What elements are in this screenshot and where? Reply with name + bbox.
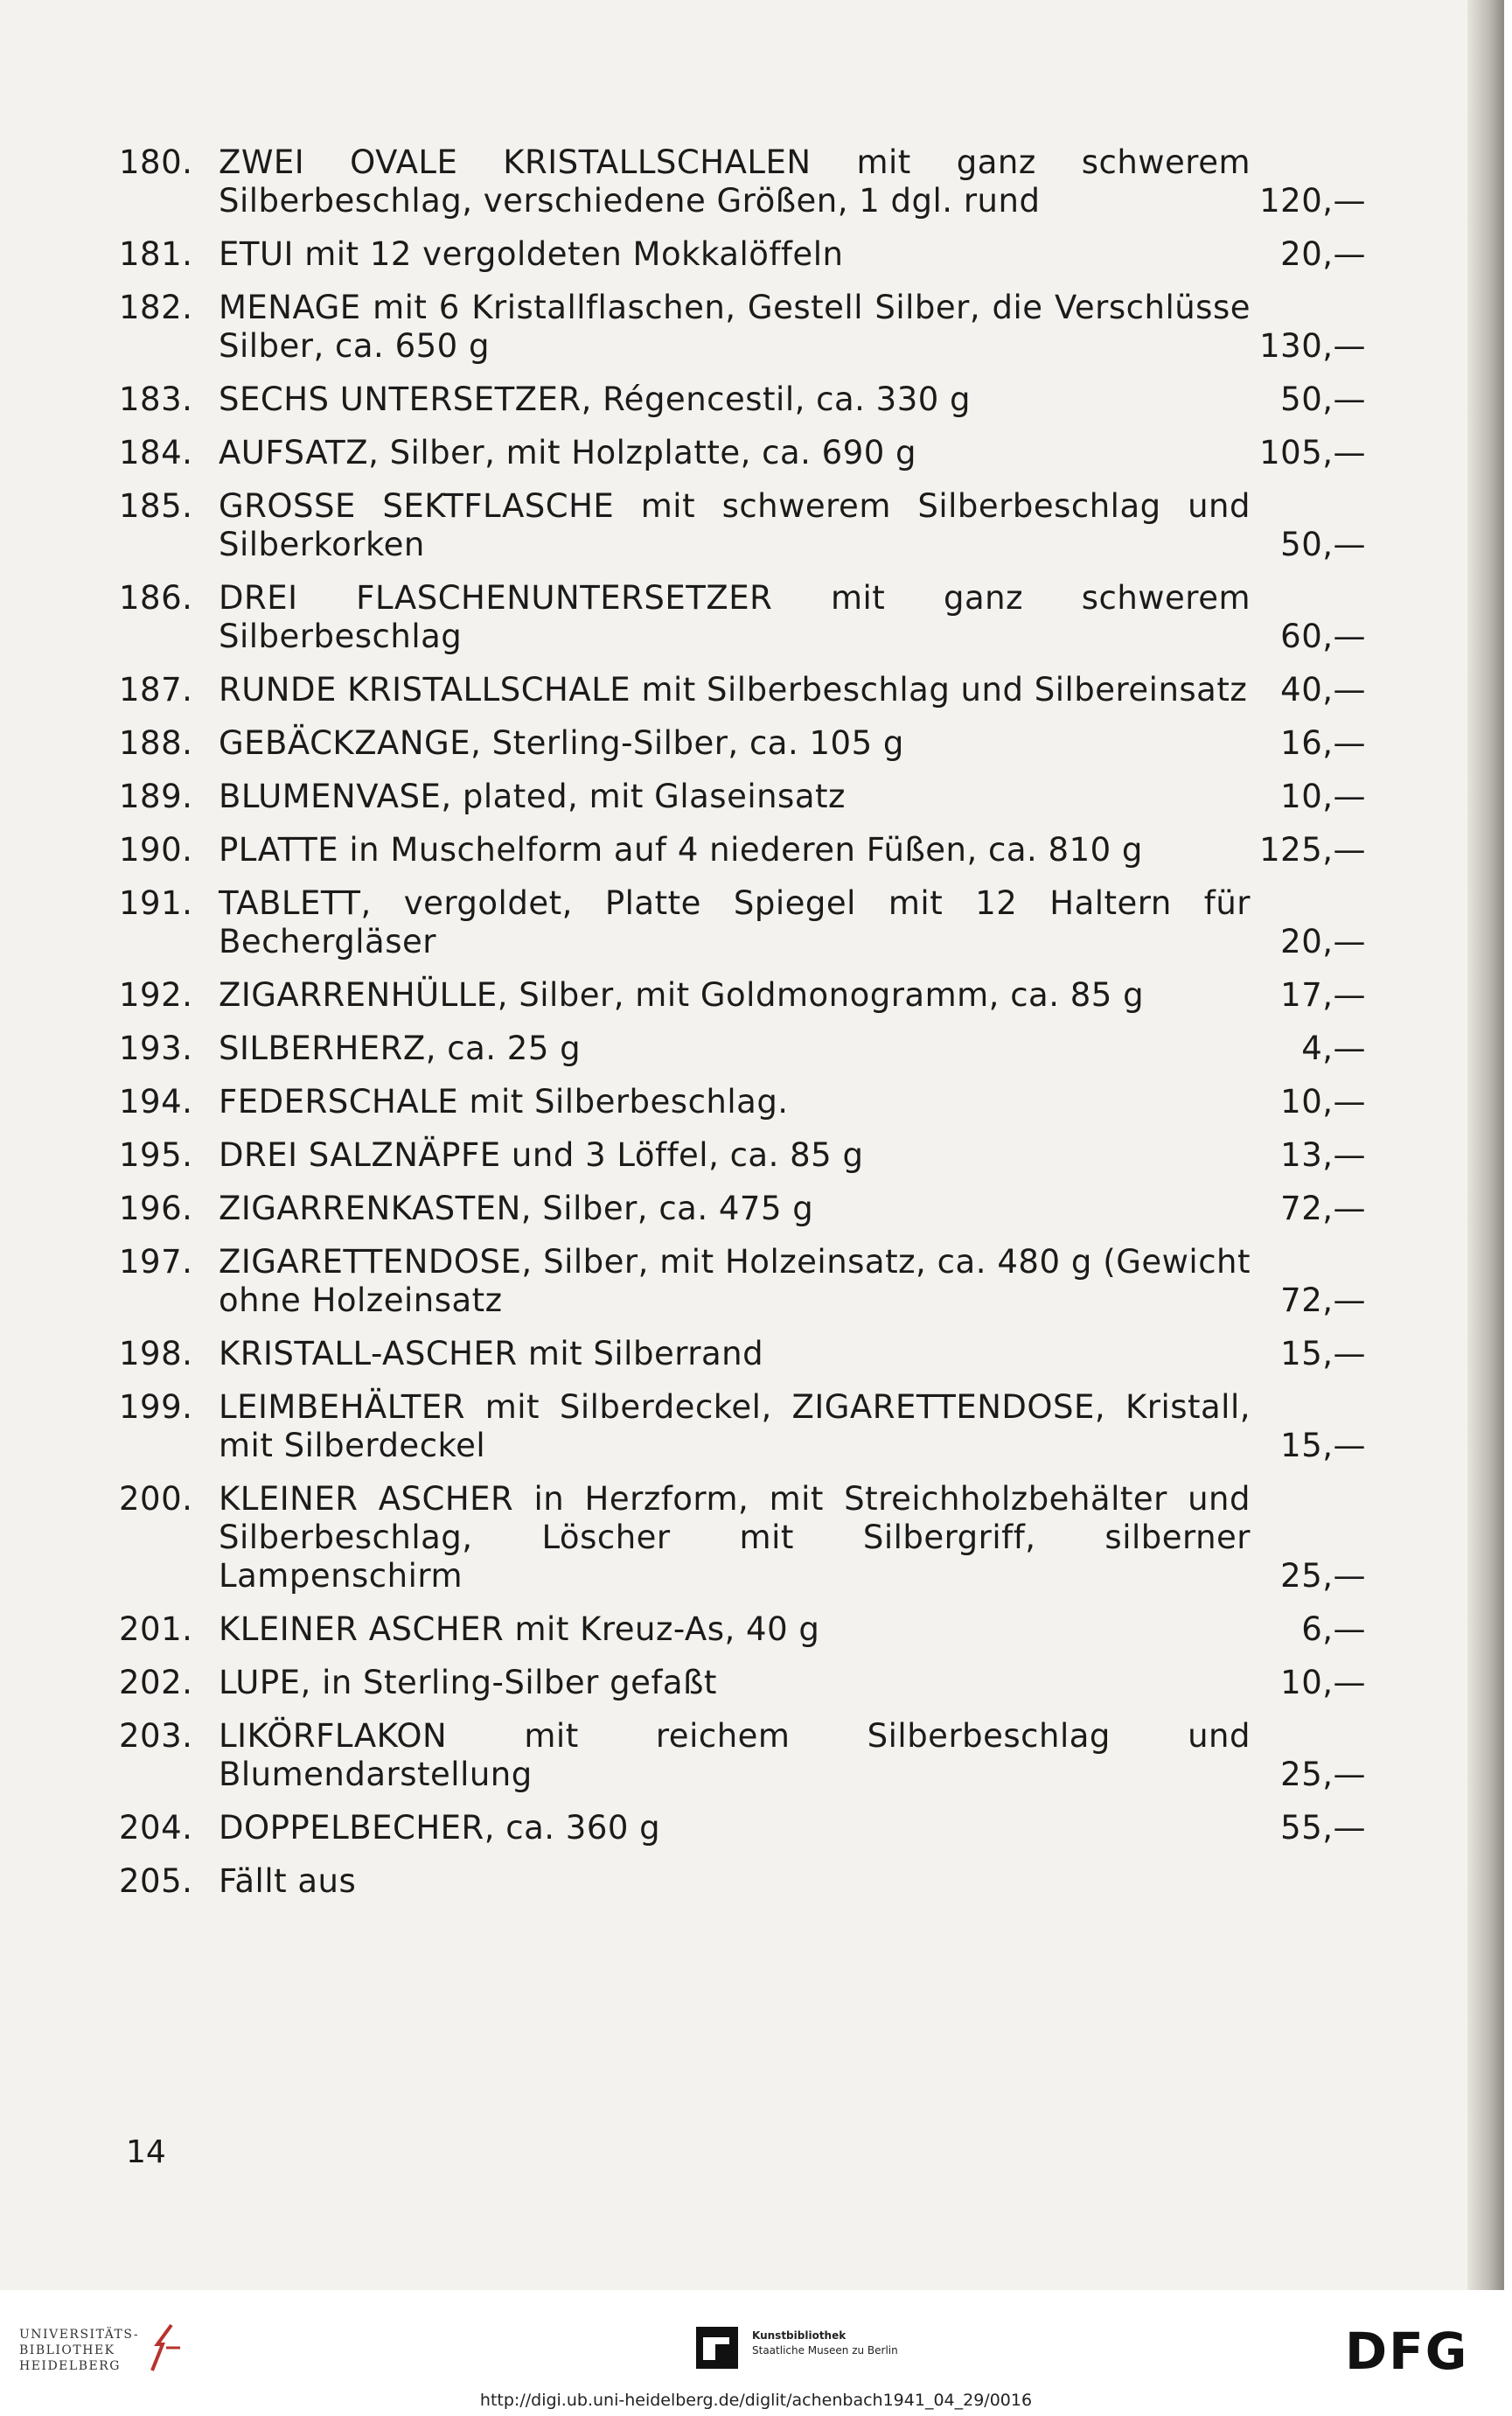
lot-description: ZIGARRENHÜLLE, Silber, mit Goldmonogramm, ca. 85 g	[219, 976, 1145, 1014]
lot-description: KRISTALL-ASCHER mit Silberrand	[219, 1335, 764, 1372]
catalog-entry	[119, 1480, 1369, 1596]
lot-description: LIKÖRFLAKON mit reichem Silberbeschlag und Blumendarstellung	[219, 1717, 1251, 1793]
lot-number: 203.	[119, 1717, 193, 1755]
lot-number: 191.	[119, 884, 193, 922]
university-line: BIBLIOTHEK	[19, 2343, 115, 2357]
lot-price: 16,—	[1280, 724, 1366, 762]
lot-price: 20,—	[1280, 923, 1366, 960]
catalog-list	[119, 143, 1369, 1916]
catalog-entry	[119, 671, 1369, 709]
lot-description: LEIMBEHÄLTER mit Silberdeckel, ZIGARETTENDOSE, Kristall, mit Silberdeckel	[219, 1388, 1251, 1464]
lot-number: 195.	[119, 1136, 193, 1174]
lot-number: 185.	[119, 487, 193, 525]
catalog-entry	[119, 884, 1369, 961]
lot-price: 50,—	[1280, 381, 1366, 418]
catalog-entry	[119, 724, 1369, 763]
lot-description: SECHS UNTERSETZER, Régencestil, ca. 330 g	[219, 381, 972, 418]
catalog-entry	[119, 1190, 1369, 1228]
catalog-entry	[119, 1717, 1369, 1794]
lot-price: 105,—	[1259, 434, 1366, 471]
lot-number: 190.	[119, 831, 193, 869]
catalog-entry	[119, 1388, 1369, 1465]
catalog-entry	[119, 1243, 1369, 1320]
lot-description: MENAGE mit 6 Kristallflaschen, Gestell Silber, die Verschlüsse Silber, ca. 650 g	[219, 289, 1251, 365]
lot-price: 20,—	[1280, 235, 1366, 273]
lot-number: 205.	[119, 1862, 193, 1900]
lot-description: ZIGARETTENDOSE, Silber, mit Holzeinsatz, ca. 480 g (Gewicht ohne Holzeinsatz	[219, 1243, 1251, 1319]
lot-price: 72,—	[1280, 1190, 1366, 1227]
lot-description: ZWEI OVALE KRISTALLSCHALEN mit ganz schwerem Silberbeschlag, verschiedene Größen, 1 dgl. rund	[219, 143, 1251, 220]
lot-description: BLUMENVASE, plated, mit Glaseinsatz	[219, 778, 846, 815]
university-library-logo[interactable]	[19, 2327, 139, 2374]
kunstbibliothek-text	[752, 2329, 944, 2358]
catalog-entry	[119, 1030, 1369, 1068]
lot-number: 200.	[119, 1480, 193, 1518]
lot-price: 15,—	[1280, 1427, 1366, 1464]
catalog-entry	[119, 1335, 1369, 1373]
lot-number: 204.	[119, 1809, 193, 1847]
kunstbibliothek-emblem-icon	[694, 2325, 740, 2371]
lot-number: 193.	[119, 1030, 193, 1067]
lot-price: 25,—	[1280, 1756, 1366, 1793]
lot-price: 10,—	[1280, 1083, 1366, 1121]
catalog-entry	[119, 1809, 1369, 1847]
lot-description: KLEINER ASCHER mit Kreuz-As, 40 g	[219, 1610, 820, 1648]
catalog-entry	[119, 289, 1369, 366]
lot-description: LUPE, in Sterling-Silber gefaßt	[219, 1664, 717, 1701]
lot-price: 60,—	[1280, 618, 1366, 655]
lot-description: DREI FLASCHENUNTERSETZER mit ganz schwerem Silberbeschlag	[219, 579, 1251, 655]
university-emblem-icon	[145, 2322, 185, 2374]
catalog-entry	[119, 1862, 1369, 1901]
lot-number: 180.	[119, 143, 193, 181]
lot-number: 201.	[119, 1610, 193, 1648]
lot-description: ETUI mit 12 vergoldeten Mokkalöffeln	[219, 235, 844, 273]
lot-price: 50,—	[1280, 526, 1366, 563]
lot-number: 199.	[119, 1388, 193, 1426]
catalog-entry	[119, 434, 1369, 472]
lot-price: 40,—	[1280, 671, 1366, 709]
catalog-entry	[119, 976, 1369, 1015]
lot-description: ZIGARRENKASTEN, Silber, ca. 475 g	[219, 1190, 814, 1227]
kunstbibliothek-subtitle: Staatliche Museen zu Berlin	[752, 2344, 898, 2357]
lot-description: KLEINER ASCHER in Herzform, mit Streichholzbehälter und Silberbeschlag, Löscher mit Silbergriff, silberner Lampenschirm	[219, 1480, 1251, 1595]
dfg-logo[interactable]: DFG	[1345, 2322, 1469, 2381]
lot-number: 182.	[119, 289, 193, 326]
lot-price: 6,—	[1301, 1610, 1366, 1648]
lot-number: 188.	[119, 724, 193, 762]
lot-price: 10,—	[1280, 778, 1366, 815]
lot-description: AUFSATZ, Silber, mit Holzplatte, ca. 690 g	[219, 434, 917, 471]
catalog-entry	[119, 143, 1369, 220]
catalog-entry	[119, 579, 1369, 656]
lot-number: 197.	[119, 1243, 193, 1281]
lot-price: 130,—	[1259, 327, 1366, 365]
lot-price: 120,—	[1259, 182, 1366, 220]
lot-description: FEDERSCHALE mit Silberbeschlag.	[219, 1083, 789, 1121]
page-edge-shadow	[1467, 0, 1504, 2290]
catalog-entry	[119, 1083, 1369, 1121]
page-number: 14	[126, 2134, 166, 2170]
lot-description: DREI SALZNÄPFE und 3 Löffel, ca. 85 g	[219, 1136, 864, 1174]
footer-bar	[0, 2308, 1512, 2416]
lot-description: RUNDE KRISTALLSCHALE mit Silberbeschlag und Silbereinsatz	[219, 671, 1248, 709]
lot-description: GEBÄCKZANGE, Sterling-Silber, ca. 105 g	[219, 724, 904, 762]
lot-description: DOPPELBECHER, ca. 360 g	[219, 1809, 661, 1847]
catalog-entry	[119, 381, 1369, 419]
lot-price: 125,—	[1259, 831, 1366, 869]
lot-number: 198.	[119, 1335, 193, 1372]
lot-number: 181.	[119, 235, 193, 273]
lot-number: 202.	[119, 1664, 193, 1701]
lot-number: 184.	[119, 434, 193, 471]
catalog-entry	[119, 1664, 1369, 1702]
lot-price: 72,—	[1280, 1281, 1366, 1319]
lot-price: 15,—	[1280, 1335, 1366, 1372]
lot-price: 25,—	[1280, 1557, 1366, 1595]
catalog-entry	[119, 778, 1369, 816]
catalog-entry	[119, 831, 1369, 869]
lot-description: TABLETT, vergoldet, Platte Spiegel mit 12 Haltern für Bechergläser	[219, 884, 1251, 960]
catalog-entry	[119, 1136, 1369, 1175]
lot-description: Fällt aus	[219, 1862, 357, 1900]
lot-number: 189.	[119, 778, 193, 815]
catalog-entry	[119, 1610, 1369, 1649]
lot-price: 10,—	[1280, 1664, 1366, 1701]
lot-number: 192.	[119, 976, 193, 1014]
lot-price: 55,—	[1280, 1809, 1366, 1847]
source-url-link[interactable]: http://digi.ub.uni-heidelberg.de/diglit/achenbach1941_04_29/0016	[479, 2391, 1033, 2410]
kunstbibliothek-name: Kunstbibliothek	[752, 2329, 847, 2342]
lot-description: PLATTE in Muschelform auf 4 niederen Füßen, ca. 810 g	[219, 831, 1143, 869]
university-line: HEIDELBERG	[19, 2359, 121, 2373]
lot-number: 194.	[119, 1083, 193, 1121]
lot-price: 17,—	[1280, 976, 1366, 1014]
lot-number: 186.	[119, 579, 193, 617]
lot-number: 183.	[119, 381, 193, 418]
lot-number: 187.	[119, 671, 193, 709]
lot-price: 4,—	[1301, 1030, 1366, 1067]
lot-description: GROSSE SEKTFLASCHE mit schwerem Silberbeschlag und Silberkorken	[219, 487, 1251, 563]
lot-price: 13,—	[1280, 1136, 1366, 1174]
lot-description: SILBERHERZ, ca. 25 g	[219, 1030, 582, 1067]
catalog-entry	[119, 235, 1369, 274]
lot-number: 196.	[119, 1190, 193, 1227]
catalog-entry	[119, 487, 1369, 564]
university-line: UNIVERSITÄTS-	[19, 2328, 140, 2342]
